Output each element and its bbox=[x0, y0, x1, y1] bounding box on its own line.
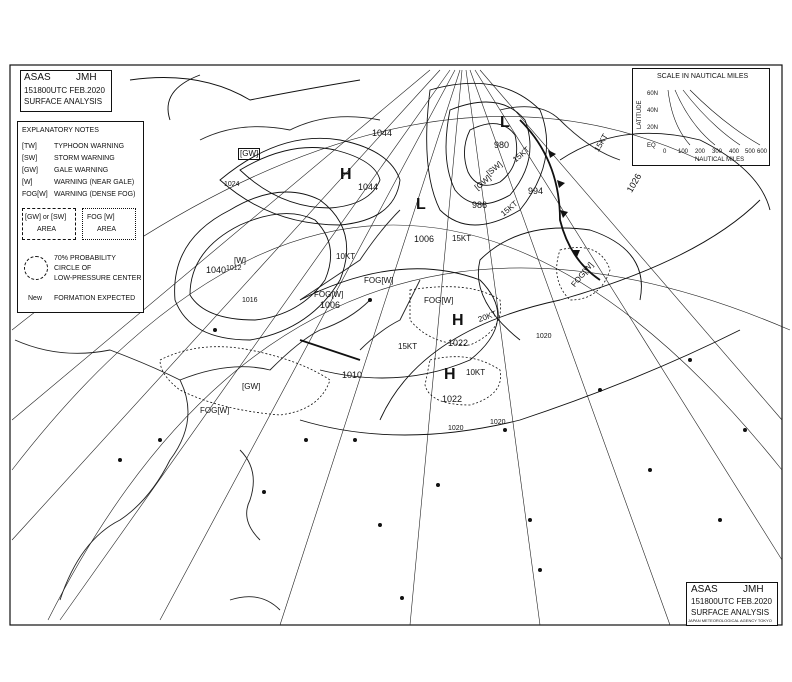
low-value: 986 bbox=[472, 200, 488, 210]
isobar-label: 1024 bbox=[224, 181, 240, 188]
gale-area-sample bbox=[22, 208, 76, 240]
x-tick: 0 bbox=[663, 149, 667, 155]
low-value: 1006 bbox=[320, 300, 341, 310]
station-dot bbox=[538, 568, 542, 572]
motion-label: 15KT bbox=[592, 132, 610, 154]
fog-area-sample bbox=[82, 208, 136, 240]
x-tick: 100 bbox=[678, 149, 689, 155]
area-left-label: AREA bbox=[37, 226, 57, 233]
station-dot bbox=[528, 518, 532, 522]
scale-y-label: LATITUDE bbox=[637, 100, 643, 129]
legend-text: STORM WARNING bbox=[54, 155, 115, 162]
motion-label: 20KT bbox=[476, 309, 498, 325]
warning-label: FOG[W] bbox=[314, 290, 344, 299]
legend-text: WARNING (NEAR GALE) bbox=[54, 179, 135, 186]
area-left-code: [GW] or [SW] bbox=[25, 214, 67, 221]
high-value: 1022 bbox=[448, 338, 469, 348]
station-dot bbox=[718, 518, 722, 522]
probability-line: LOW-PRESSURE CENTER bbox=[54, 275, 142, 282]
x-tick: 300 bbox=[712, 149, 723, 155]
motion-label: 15KT bbox=[511, 145, 532, 165]
legend-text: GALE WARNING bbox=[54, 167, 109, 174]
station-dot bbox=[436, 483, 440, 487]
isobar-label: 1020 bbox=[490, 419, 506, 426]
footer-title: SURFACE ANALYSIS bbox=[691, 608, 770, 617]
new-text: FORMATION EXPECTED bbox=[54, 295, 136, 302]
low-value: 980 bbox=[494, 140, 510, 150]
lat-tick: 60N bbox=[647, 91, 659, 97]
new-label: New bbox=[28, 295, 43, 302]
footer-time: 151800UTC FEB.2020 bbox=[691, 597, 772, 606]
station-dot bbox=[598, 388, 602, 392]
station-dot bbox=[262, 490, 266, 494]
high-symbol: H bbox=[444, 366, 456, 383]
station-dot bbox=[353, 438, 357, 442]
low-symbol: L bbox=[416, 196, 426, 213]
x-tick: 200 bbox=[695, 149, 706, 155]
high-value: 1022 bbox=[442, 394, 463, 404]
isobar-label: 1020 bbox=[536, 333, 552, 340]
motion-label: 10KT bbox=[336, 252, 356, 261]
lat-tick: 20N bbox=[647, 125, 659, 131]
legend-code: [W] bbox=[22, 179, 33, 186]
station-dot bbox=[400, 596, 404, 600]
station-dot bbox=[304, 438, 308, 442]
station-dot bbox=[743, 428, 747, 432]
station-dot bbox=[118, 458, 122, 462]
isobar-label: 1016 bbox=[242, 297, 258, 304]
low-symbol: L bbox=[500, 114, 510, 131]
warning-label: FOG[W] bbox=[364, 276, 394, 285]
legend-code: [SW] bbox=[22, 155, 38, 162]
motion-label: 15KT bbox=[499, 199, 520, 219]
isobar-label: 1020 bbox=[448, 425, 464, 432]
warning-label: FOG[W] bbox=[424, 296, 454, 305]
lat-tick: EQ bbox=[647, 143, 656, 149]
x-tick: 500 bbox=[745, 149, 756, 155]
motion-label: 10KT bbox=[466, 368, 486, 377]
legend-box bbox=[17, 121, 144, 313]
footer-agency: ASAS bbox=[691, 584, 718, 595]
header-title: SURFACE ANALYSIS bbox=[24, 97, 103, 106]
warning-label: [GW] bbox=[242, 382, 261, 391]
probability-line: CIRCLE OF bbox=[54, 265, 92, 272]
area-right-code: FOG [W] bbox=[87, 214, 115, 221]
lat-tick: 40N bbox=[647, 108, 659, 114]
station-dot bbox=[158, 438, 162, 442]
station-dot bbox=[368, 298, 372, 302]
high-value: 1040 bbox=[206, 265, 227, 275]
warning-label: [GW] bbox=[240, 149, 259, 158]
footer-issuer: JMH bbox=[743, 584, 764, 595]
warning-label: FOG[W] bbox=[200, 406, 230, 415]
warning-label: FOG[W] bbox=[569, 260, 596, 289]
legend-heading: EXPLANATORY NOTES bbox=[22, 127, 99, 134]
high-symbol: H bbox=[452, 312, 464, 329]
warning-label: [SW] bbox=[484, 159, 504, 178]
scale-x-label: NAUTICAL MILES bbox=[695, 157, 745, 163]
station-dot bbox=[378, 523, 382, 527]
low-value: 1010 bbox=[342, 370, 363, 380]
legend-code: [GW] bbox=[22, 167, 38, 174]
header-agency: ASAS bbox=[24, 72, 51, 83]
high-symbol: H bbox=[340, 166, 352, 183]
high-value: 1026 bbox=[624, 171, 644, 195]
isobar-label: 1012 bbox=[226, 265, 242, 272]
station-dot bbox=[213, 328, 217, 332]
low-value: 1006 bbox=[414, 234, 435, 244]
header-issuer: JMH bbox=[76, 72, 97, 83]
legend-text: TYPHOON WARNING bbox=[54, 143, 125, 150]
warning-label: [GW] bbox=[472, 173, 493, 192]
header-time: 151800UTC FEB.2020 bbox=[24, 86, 105, 95]
footer-credit: JAPAN METEOROLOGICAL AGENCY TOKYO bbox=[688, 618, 772, 623]
legend-code: FOG[W] bbox=[22, 191, 48, 198]
high-value: 1044 bbox=[358, 182, 379, 192]
warning-label: [W] bbox=[234, 256, 246, 265]
station-dot bbox=[648, 468, 652, 472]
header-box bbox=[20, 70, 112, 112]
legend-code: [TW] bbox=[22, 143, 37, 150]
station-dot bbox=[503, 428, 507, 432]
footer-box bbox=[686, 582, 778, 626]
scale-title: SCALE IN NAUTICAL MILES bbox=[657, 73, 749, 80]
scale-box bbox=[632, 68, 770, 166]
high-value: 1044 bbox=[372, 128, 393, 138]
probability-line: 70% PROBABILITY bbox=[54, 255, 116, 262]
legend-text: WARNING (DENSE FOG) bbox=[54, 191, 136, 198]
motion-label: 15KT bbox=[398, 342, 418, 351]
low-value: 994 bbox=[528, 186, 544, 196]
motion-label: 15KT bbox=[452, 234, 472, 243]
x-tick: 600 bbox=[757, 149, 768, 155]
area-right-label: AREA bbox=[97, 226, 117, 233]
x-tick: 400 bbox=[729, 149, 740, 155]
station-dot bbox=[688, 358, 692, 362]
probability-circle-icon bbox=[24, 256, 48, 280]
